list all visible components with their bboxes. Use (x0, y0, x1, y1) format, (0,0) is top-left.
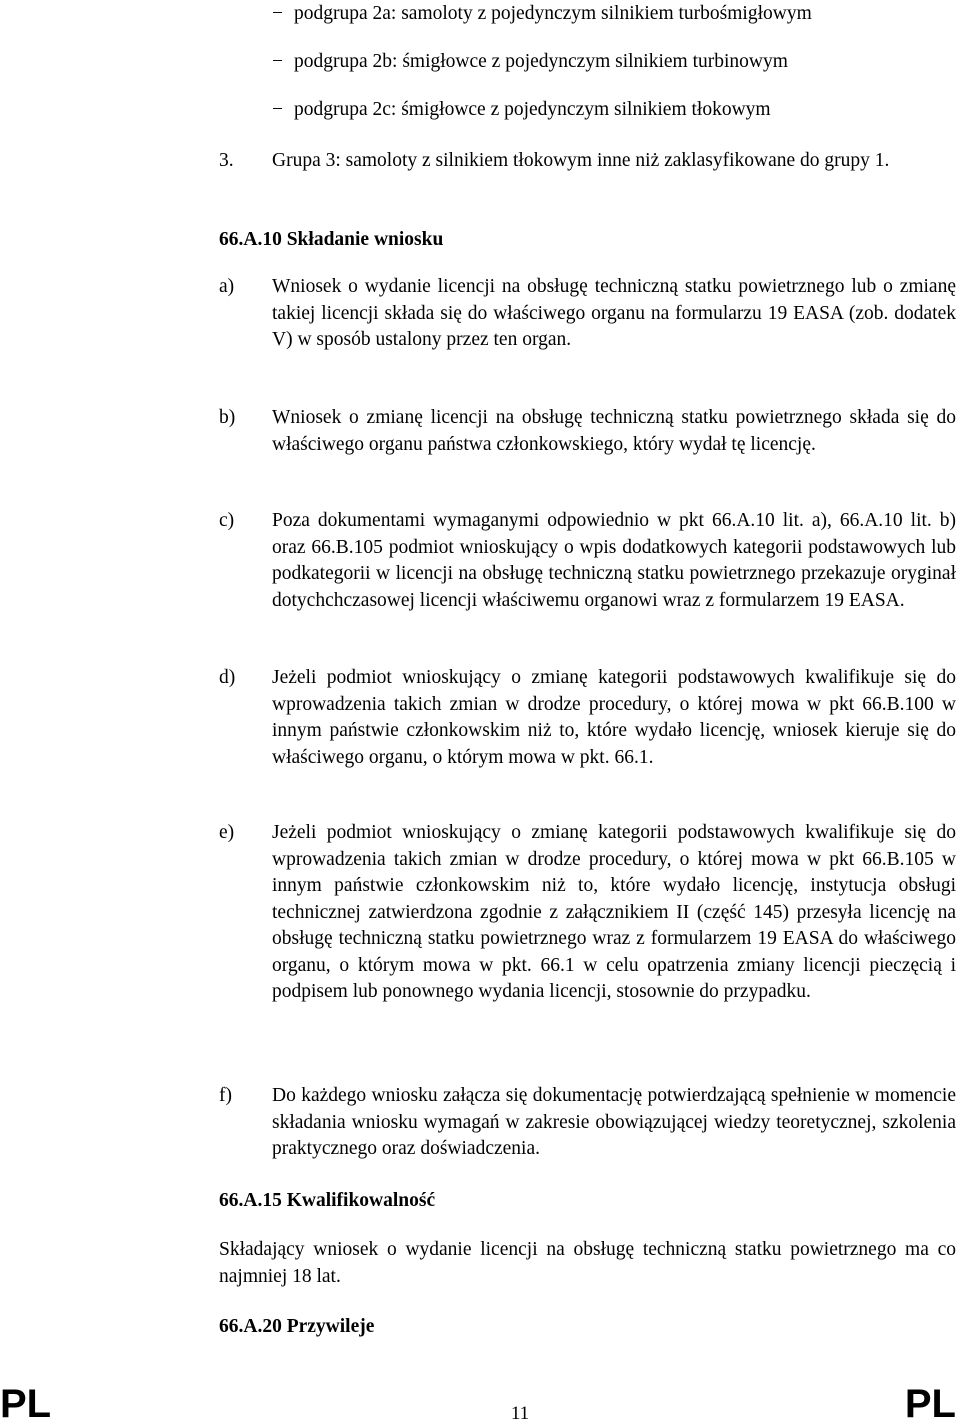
paragraph-label: d) (219, 667, 236, 688)
item-number: 3. (219, 150, 234, 171)
item-text: Grupa 3: samoloty z silnikiem tłokowym inne niż zaklasyfikowane do grupy 1. (272, 150, 890, 171)
section-heading-66a20: 66.A.20 Przywileje (219, 1316, 375, 1337)
paragraph-text: Poza dokumentami wymaganymi odpowiednio w pkt 66.A.10 lit. a), 66.A.10 lit. b) oraz 66.B.105 podmiot wnioskujący o wpis dodatkowych kategorii podstawowych lub podkategorii w licencji na obsługę techniczną statku powietrznego przekazuje oryginał dotychchczasowej licencji właściwemu organowi wraz z formularzem 19 EASA. (272, 510, 956, 611)
footer-language-right: PL (904, 1382, 956, 1426)
paragraph-label: b) (219, 407, 236, 428)
paragraph-text: Wniosek o zmianę licencji na obsługę techniczną statku powietrznego składa się do właściwego organu państwa członkowskiego, który wydał tę licencję. (272, 407, 956, 455)
paragraph-text: Do każdego wniosku załącza się dokumentację potwierdzającą spełnienie w momencie składania wniosku wymagań w zakresie obowiązującej wiedzy teoretycznej, szkolenia praktycznego oraz doświadczenia. (272, 1085, 956, 1159)
paragraph-label: a) (219, 276, 235, 297)
paragraph-b (219, 405, 956, 458)
list-item-subgroup-2a (272, 0, 952, 27)
paragraph-label: f) (219, 1085, 232, 1106)
list-item-text: podgrupa 2a: samoloty z pojedynczym silnikiem turbośmigłowym (294, 3, 812, 24)
section-heading-66a10: 66.A.10 Składanie wniosku (219, 229, 444, 250)
paragraph-e (219, 820, 956, 1006)
numbered-item-group-3 (219, 147, 956, 174)
page-number: 11 (510, 1403, 530, 1424)
paragraph-label: e) (219, 822, 235, 843)
paragraph-text: Jeżeli podmiot wnioskujący o zmianę kategorii podstawowych kwalifikuje się do wprowadzenia takich zmian w drodze procedury, o której mowa w pkt 66.B.105 w innym państwie członkowskim niż to, które wydało licencję, instytucja obsługi technicznej zatwierdzona zgodnie z załącznikiem II (część 145) przesyła licencję na obsługę techniczną statku powietrznego wraz z formularzem 19 EASA do właściwego organu, o którym mowa w pkt. 66.1 w celu opatrzenia zmiany licencji pieczęcią i podpisem lub ponownego wydania licencji, stosownie do przypadku. (272, 822, 956, 1002)
section-heading-66a15: 66.A.15 Kwalifikowalność (219, 1190, 436, 1211)
footer-language-left: PL (0, 1382, 52, 1426)
list-item-subgroup-2c (272, 96, 952, 123)
paragraph-text: Jeżeli podmiot wnioskujący o zmianę kategorii podstawowych kwalifikuje się do wprowadzenia takich zmian w drodze procedury, o której mowa w pkt 66.B.100 w innym państwie członkowskim niż to, które wydało licencję, wniosek kieruje się do właściwego organu, o którym mowa w pkt. 66.1. (272, 667, 956, 768)
paragraph-a (219, 274, 956, 354)
paragraph-text: Wniosek o wydanie licencji na obsługę techniczną statku powietrznego lub o zmianę takiej licencji składa się do właściwego organu na formularzu 19 EASA (zob. dodatek V) w sposób ustalony przez ten organ. (272, 276, 956, 350)
dash-bullet: − (272, 99, 283, 120)
dash-bullet: − (272, 3, 283, 24)
paragraph-c (219, 508, 956, 614)
list-item-text: podgrupa 2b: śmigłowce z pojedynczym silnikiem turbinowym (294, 51, 788, 72)
paragraph-f (219, 1083, 956, 1163)
list-item-text: podgrupa 2c: śmigłowce z pojedynczym silnikiem tłokowym (294, 99, 771, 120)
eligibility-text: Składający wniosek o wydanie licencji na obsługę techniczną statku powietrznego ma co najmniej 18 lat. (219, 1239, 956, 1287)
paragraph-d (219, 665, 956, 771)
dash-bullet: − (272, 51, 283, 72)
list-item-subgroup-2b (272, 48, 952, 75)
paragraph-label: c) (219, 510, 235, 531)
